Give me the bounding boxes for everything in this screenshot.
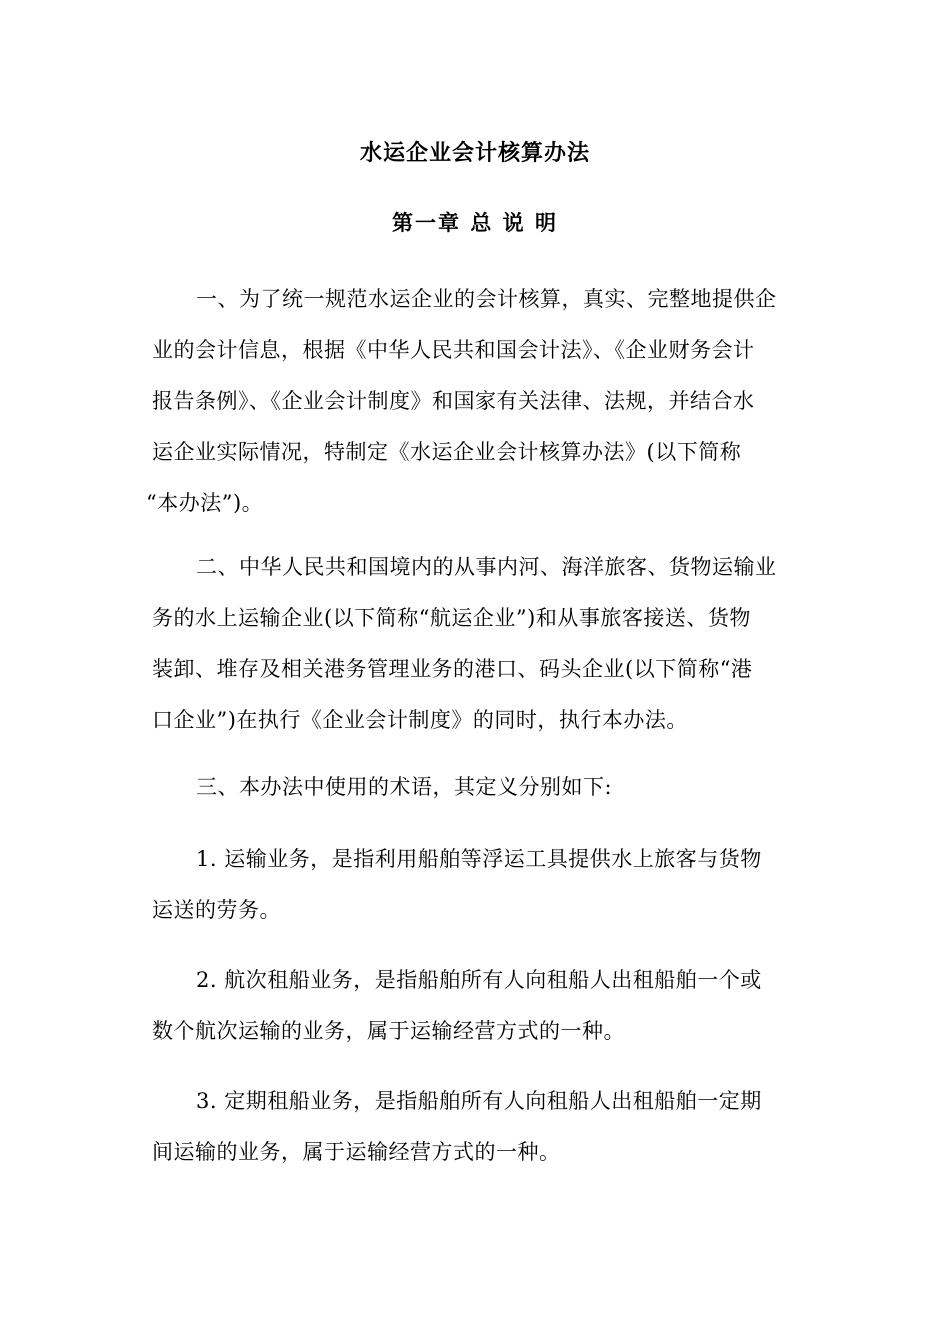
paragraph-line: “本办法”)。 (146, 491, 264, 515)
paragraph-line: 数个航次运输的业务，属于运输经营方式的一种。 (152, 1019, 625, 1043)
paragraph-line: 二、中华人民共和国境内的从事内河、海洋旅客、货物运输业 (196, 555, 777, 579)
paragraph-line: 2. 航次租船业务，是指船舶所有人向租船人出租船舶一个或 (196, 968, 762, 992)
paragraph-1 (146, 274, 802, 529)
document-title: 水运企业会计核算办法 (359, 140, 590, 166)
paragraph-line: 3. 定期租船业务，是指船舶所有人向租船人出租船舶一定期 (196, 1089, 762, 1113)
paragraph-line: 装卸、堆存及相关港务管理业务的港口、码头企业(以下简称“港 (152, 657, 753, 681)
paragraph-line: 业的会计信息，根据《中华人民共和国会计法》、《企业财务会计 (152, 338, 755, 362)
paragraph-2 (152, 542, 802, 746)
paragraph-line: 三、本办法中使用的术语，其定义分别如下: (196, 775, 613, 799)
chapter-heading: 第一章 总 说 明 (392, 210, 558, 235)
paragraph-line: 运送的劳务。 (152, 898, 281, 922)
paragraph-4 (152, 834, 802, 936)
paragraph-6 (152, 1076, 802, 1178)
paragraph-5 (152, 955, 802, 1057)
paragraph-3 (152, 762, 802, 813)
paragraph-line: 务的水上运输企业(以下简称“航运企业”)和从事旅客接送、货物 (152, 606, 751, 630)
paragraph-line: 运企业实际情况，特制定《水运企业会计核算办法》(以下简称 (152, 440, 742, 464)
paragraph-line: 报告条例》、《企业会计制度》和国家有关法律、法规，并结合水 (152, 389, 755, 413)
paragraph-line: 口企业”)在执行《企业会计制度》的同时，执行本办法。 (152, 708, 688, 732)
paragraph-line: 间运输的业务，属于运输经营方式的一种。 (152, 1140, 561, 1164)
paragraph-line: 一、为了统一规范水运企业的会计核算，真实、完整地提供企 (196, 287, 777, 311)
paragraph-line: 1. 运输业务，是指利用船舶等浮运工具提供水上旅客与货物 (196, 847, 762, 871)
